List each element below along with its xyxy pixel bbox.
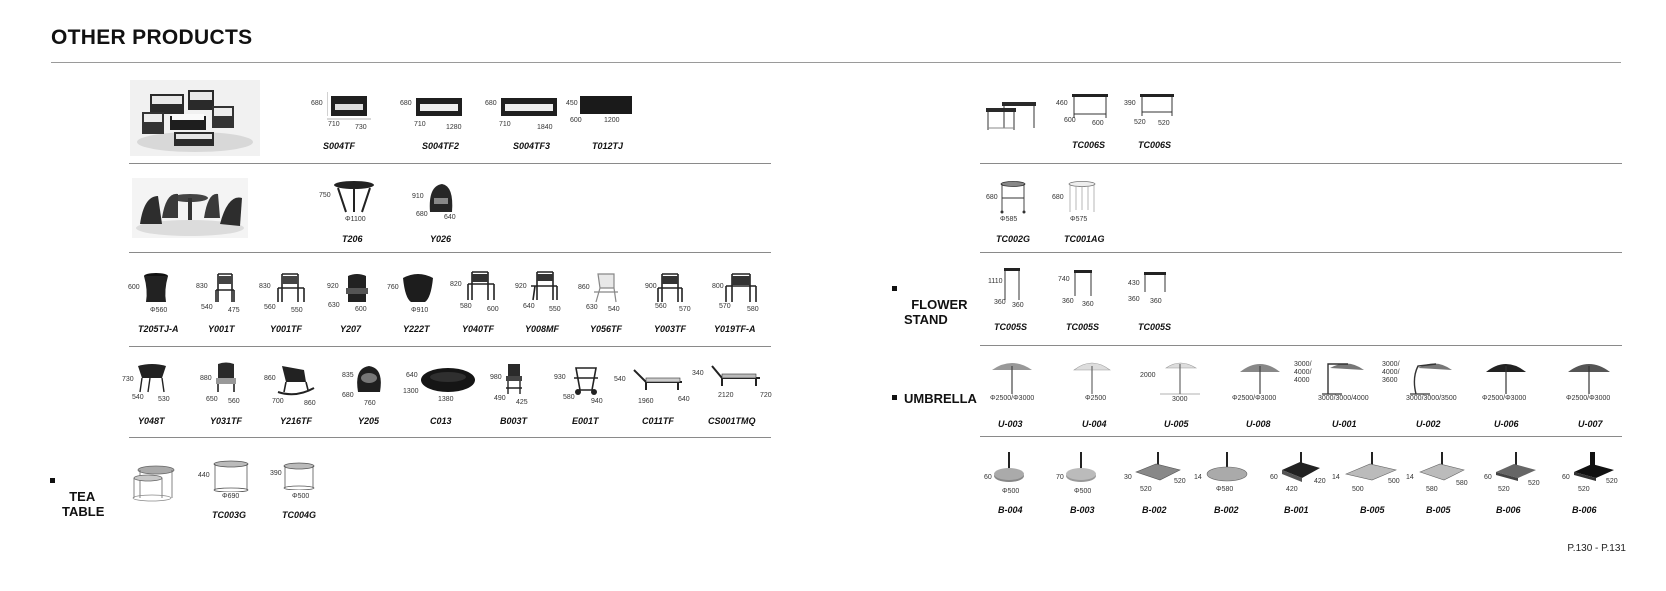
title-divider [51, 62, 1621, 63]
product-code: B-005 [1360, 505, 1385, 515]
product-drawing [590, 270, 620, 304]
dim-depth: 520 [1528, 480, 1540, 487]
dim-width: 720 [760, 392, 772, 399]
dim-height: 920 [515, 283, 527, 290]
dim-height: 750 [319, 192, 331, 199]
product-code: Y216TF [280, 416, 313, 426]
section-label-flower-stand [904, 282, 968, 327]
product-code: B-006 [1572, 505, 1597, 515]
product-drawing [212, 362, 240, 394]
dim-height: 460 [1056, 100, 1068, 107]
dim-width: Φ690 [222, 493, 240, 500]
dim-height: 60 [1562, 474, 1570, 481]
dim-depth: 520 [1134, 119, 1146, 126]
dim-depth: 580 [1456, 480, 1468, 487]
bullet-icon [892, 286, 897, 291]
dim-depth: 680 [342, 392, 354, 399]
dim-width: 580 [1426, 486, 1438, 493]
scene-photo-nesting-tables [984, 98, 1038, 132]
product-drawing [1072, 360, 1112, 396]
product-code: Y048T [138, 416, 165, 426]
product-drawing [414, 92, 466, 120]
product-drawing [1072, 268, 1094, 298]
dim-width: 360 [1082, 301, 1094, 308]
product-code: U-008 [1246, 419, 1271, 429]
product-drawing [282, 462, 316, 490]
dim-width: 475 [228, 307, 240, 314]
product-drawing [212, 272, 238, 304]
dim-width: Φ910 [411, 307, 429, 314]
scene-photo-tea-table [132, 464, 176, 502]
dim-width: 3000/3000/4000 [1318, 395, 1369, 402]
product-drawing [992, 450, 1026, 484]
product-code: TC003G [212, 510, 247, 520]
dim-width: 520 [1498, 486, 1510, 493]
dim-width: 425 [516, 399, 528, 406]
product-code: Y031TF [210, 416, 243, 426]
product-drawing [426, 182, 456, 214]
dim-height: 820 [450, 281, 462, 288]
product-code: TC002G [996, 234, 1031, 244]
dim-height: 390 [1124, 100, 1136, 107]
row-divider [980, 345, 1622, 346]
product-drawing [1138, 92, 1176, 118]
row-divider [980, 252, 1622, 253]
dim-height: 980 [490, 374, 502, 381]
dim-height: 2000 [1140, 372, 1156, 379]
product-code: CS001TMQ [708, 416, 756, 426]
dim-height: 440 [198, 472, 210, 479]
product-code: B-001 [1284, 505, 1309, 515]
dim-height: 910 [412, 193, 424, 200]
product-code: B-003 [1070, 505, 1095, 515]
section-label-umbrella [904, 391, 977, 406]
dim-height: 680 [400, 100, 412, 107]
dim-width: 560 [228, 398, 240, 405]
product-drawing [332, 180, 376, 214]
dim-width: Φ500 [292, 493, 310, 500]
dim-height: 730 [122, 376, 134, 383]
product-code: B003T [500, 416, 528, 426]
product-drawing [212, 460, 250, 492]
dim-width: 940 [591, 398, 603, 405]
dim-depth: 1300 [403, 388, 419, 395]
dim-height: 880 [200, 375, 212, 382]
dim-height: 680 [485, 100, 497, 107]
dim-height: 835 [342, 372, 354, 379]
dim-height: 800 [712, 283, 724, 290]
product-code: TC006S [1138, 140, 1172, 150]
dim-depth: 520 [1174, 478, 1186, 485]
dim-width: 580 [747, 306, 759, 313]
product-drawing [1410, 360, 1454, 396]
dim-depth: 580 [563, 394, 575, 401]
dim-width: Φ580 [1216, 486, 1234, 493]
dim-height: 60 [1270, 474, 1278, 481]
dim-width: Φ560 [150, 307, 168, 314]
dim-width: Φ585 [1000, 216, 1018, 223]
dim-width: Φ2500/Φ3000 [1566, 395, 1611, 402]
product-drawing [1322, 360, 1366, 396]
dim-width: 600 [1092, 120, 1104, 127]
dim-width: 860 [304, 400, 316, 407]
dim-depth: 600 [1064, 117, 1076, 124]
product-code: B-006 [1496, 505, 1521, 515]
product-code: U-004 [1082, 419, 1107, 429]
product-code: Y207 [340, 324, 362, 334]
product-code: B-002 [1142, 505, 1167, 515]
product-drawing [504, 362, 524, 396]
dim-depth: 420 [1314, 478, 1326, 485]
product-drawing [1494, 450, 1538, 484]
dim-depth: 560 [264, 304, 276, 311]
product-drawing [578, 92, 636, 118]
product-code: T205TJ-A [138, 324, 179, 334]
dim-width: 730 [355, 124, 367, 131]
section-label-text: TEA TABLE [62, 489, 105, 519]
dim-width: 1200 [604, 117, 620, 124]
dim-height: 680 [1052, 194, 1064, 201]
product-code: U-007 [1578, 419, 1603, 429]
product-code: Y205 [358, 416, 380, 426]
product-code: U-002 [1416, 419, 1441, 429]
dim-width: 640 [444, 214, 456, 221]
dim-width: Φ500 [1074, 488, 1092, 495]
product-code: B-002 [1214, 505, 1239, 515]
dim-width: Φ500 [1002, 488, 1020, 495]
dim-width: 530 [158, 396, 170, 403]
dim-height: 430 [1128, 280, 1140, 287]
product-code: U-001 [1332, 419, 1357, 429]
row-divider [129, 163, 771, 164]
product-code: TC004G [282, 510, 317, 520]
product-code: U-005 [1164, 419, 1189, 429]
dim-height: 14 [1406, 474, 1414, 481]
dim-width: 520 [1140, 486, 1152, 493]
dim-height: 540 [614, 376, 626, 383]
product-drawing [344, 272, 370, 304]
product-drawing [1070, 92, 1110, 120]
product-code: Y001T [208, 324, 235, 334]
product-code: Y026 [430, 234, 452, 244]
dim-width: Φ575 [1070, 216, 1088, 223]
section-label-tea-table [62, 474, 104, 519]
dim-width: 550 [549, 306, 561, 313]
dim-height: 390 [270, 470, 282, 477]
dim-depth: 630 [586, 304, 598, 311]
product-drawing [327, 90, 375, 120]
product-drawing [632, 366, 686, 392]
product-code: Y001TF [270, 324, 303, 334]
product-drawing [570, 364, 602, 396]
product-code: Y222T [403, 324, 430, 334]
product-drawing [401, 272, 435, 304]
product-drawing [499, 92, 561, 120]
row-divider [980, 436, 1622, 437]
dim-height: 680 [986, 194, 998, 201]
bullet-icon [50, 478, 55, 483]
product-drawing [142, 272, 170, 304]
dim-width: 540 [608, 306, 620, 313]
product-drawing [1066, 180, 1098, 214]
bullet-icon [892, 395, 897, 400]
product-drawing [529, 270, 559, 302]
product-drawing [1484, 360, 1528, 396]
dim-height: 14 [1332, 474, 1340, 481]
dim-width: 420 [1286, 486, 1298, 493]
page-number: P.130 - P.131 [1567, 543, 1626, 554]
product-code: TC006S [1072, 140, 1106, 150]
product-drawing [1002, 266, 1022, 302]
dim-width: Φ2500 [1085, 395, 1107, 402]
dim-width: 1380 [438, 396, 454, 403]
dim-depth: 1960 [638, 398, 654, 405]
product-code: B-004 [998, 505, 1023, 515]
dim-height: 14 [1194, 474, 1202, 481]
section-label-text: UMBRELLA [904, 391, 977, 406]
section-label-text: FLOWER STAND [904, 297, 968, 327]
dim-width: 760 [364, 400, 376, 407]
dim-depth: 360 [994, 299, 1006, 306]
product-drawing [656, 272, 684, 304]
page-title: OTHER PRODUCTS [51, 26, 253, 49]
dim-height: 930 [554, 374, 566, 381]
product-code: TC001AG [1064, 234, 1105, 244]
dim-depth: 580 [460, 303, 472, 310]
product-code: Y019TF-A [714, 324, 756, 334]
dim-depth: 360 [1128, 296, 1140, 303]
row-divider [129, 437, 771, 438]
product-drawing [1206, 450, 1248, 484]
dim-width: Φ1100 [345, 216, 366, 223]
dim-width: 600 [487, 306, 499, 313]
dim-depth: 540 [201, 304, 213, 311]
product-code: T206 [342, 234, 363, 244]
product-drawing [1160, 360, 1200, 396]
product-drawing [466, 270, 496, 302]
dim-depth: 500 [1388, 478, 1400, 485]
dim-height: 3000/ 4000/ 4000 [1294, 361, 1312, 384]
product-code: Y008MF [525, 324, 560, 334]
scene-photo-dining-set [132, 178, 248, 238]
dim-height: 3000/ 4000/ 3600 [1382, 361, 1400, 384]
product-code: Y056TF [590, 324, 623, 334]
dim-depth: 650 [206, 396, 218, 403]
product-drawing [1064, 450, 1098, 484]
dim-height: 60 [1484, 474, 1492, 481]
product-drawing [1566, 360, 1612, 396]
product-code: E001T [572, 416, 599, 426]
row-divider [129, 252, 771, 253]
product-code: C013 [430, 416, 452, 426]
dim-depth: 360 [1062, 298, 1074, 305]
dim-height: 30 [1124, 474, 1132, 481]
dim-height: 830 [259, 283, 271, 290]
dim-height: 740 [1058, 276, 1070, 283]
product-drawing [1238, 360, 1282, 396]
product-drawing [1142, 270, 1168, 294]
dim-width: 600 [355, 306, 367, 313]
product-drawing [1418, 450, 1466, 484]
dim-height: 600 [128, 284, 140, 291]
dim-depth: 490 [494, 395, 506, 402]
dim-height: 900 [645, 283, 657, 290]
dim-width: Φ2500/Φ3000 [1482, 395, 1527, 402]
product-drawing [724, 272, 758, 304]
product-code: C011TF [642, 416, 674, 426]
dim-height: 760 [387, 284, 399, 291]
dim-height: 830 [196, 283, 208, 290]
dim-depth: 540 [132, 394, 144, 401]
dim-width: 1280 [446, 124, 462, 131]
product-drawing [354, 364, 384, 396]
dim-depth: 710 [328, 121, 340, 128]
dim-depth: 2120 [718, 392, 734, 399]
product-code: TC005S [1138, 322, 1172, 332]
dim-depth: 630 [328, 302, 340, 309]
dim-depth: 600 [570, 117, 582, 124]
dim-height: 1110 [988, 278, 1003, 285]
dim-depth: 570 [719, 303, 731, 310]
product-drawing [136, 364, 168, 394]
dim-height: 680 [311, 100, 323, 107]
dim-width: 500 [1352, 486, 1364, 493]
product-code: Y040TF [462, 324, 495, 334]
dim-depth: 560 [655, 303, 667, 310]
product-code: S004TF [323, 141, 356, 151]
dim-height: 340 [692, 370, 704, 377]
dim-height: 70 [1056, 474, 1064, 481]
dim-height: 60 [984, 474, 992, 481]
dim-width: 360 [1150, 298, 1162, 305]
dim-depth: 640 [523, 303, 535, 310]
product-code: T012TJ [592, 141, 624, 151]
dim-width: Φ2500/Φ3000 [1232, 395, 1277, 402]
dim-depth: 680 [416, 211, 428, 218]
dim-depth: 520 [1606, 478, 1618, 485]
dim-width: 3000 [1172, 396, 1188, 403]
dim-width: 640 [678, 396, 690, 403]
dim-height: 860 [264, 375, 276, 382]
dim-width: 3000/3000/3500 [1406, 395, 1457, 402]
product-code: Y003TF [654, 324, 687, 334]
product-code: TC005S [1066, 322, 1100, 332]
product-drawing [276, 364, 316, 396]
dim-width: 520 [1158, 120, 1170, 127]
dim-width: 550 [291, 307, 303, 314]
dim-width: 360 [1012, 302, 1024, 309]
dim-height: 450 [566, 100, 578, 107]
product-drawing [990, 360, 1034, 396]
product-code: B-005 [1426, 505, 1451, 515]
dim-height: 860 [578, 284, 590, 291]
product-code: S004TF3 [513, 141, 551, 151]
row-divider [980, 163, 1622, 164]
product-code: S004TF2 [422, 141, 460, 151]
dim-depth: 710 [414, 121, 426, 128]
product-drawing [420, 366, 476, 394]
product-code: TC005S [994, 322, 1028, 332]
dim-height: 640 [406, 372, 418, 379]
dim-depth: 700 [272, 398, 284, 405]
dim-depth: 710 [499, 121, 511, 128]
row-divider [129, 346, 771, 347]
scene-photo-sofa-set [130, 80, 260, 156]
dim-width: 570 [679, 306, 691, 313]
product-drawing [998, 180, 1028, 214]
dim-width: Φ2500/Φ3000 [990, 395, 1035, 402]
product-drawing [276, 272, 306, 304]
dim-width: 520 [1578, 486, 1590, 493]
product-code: U-006 [1494, 419, 1519, 429]
product-drawing [710, 364, 762, 388]
product-code: U-003 [998, 419, 1023, 429]
dim-height: 920 [327, 283, 339, 290]
dim-width: 1840 [537, 124, 553, 131]
